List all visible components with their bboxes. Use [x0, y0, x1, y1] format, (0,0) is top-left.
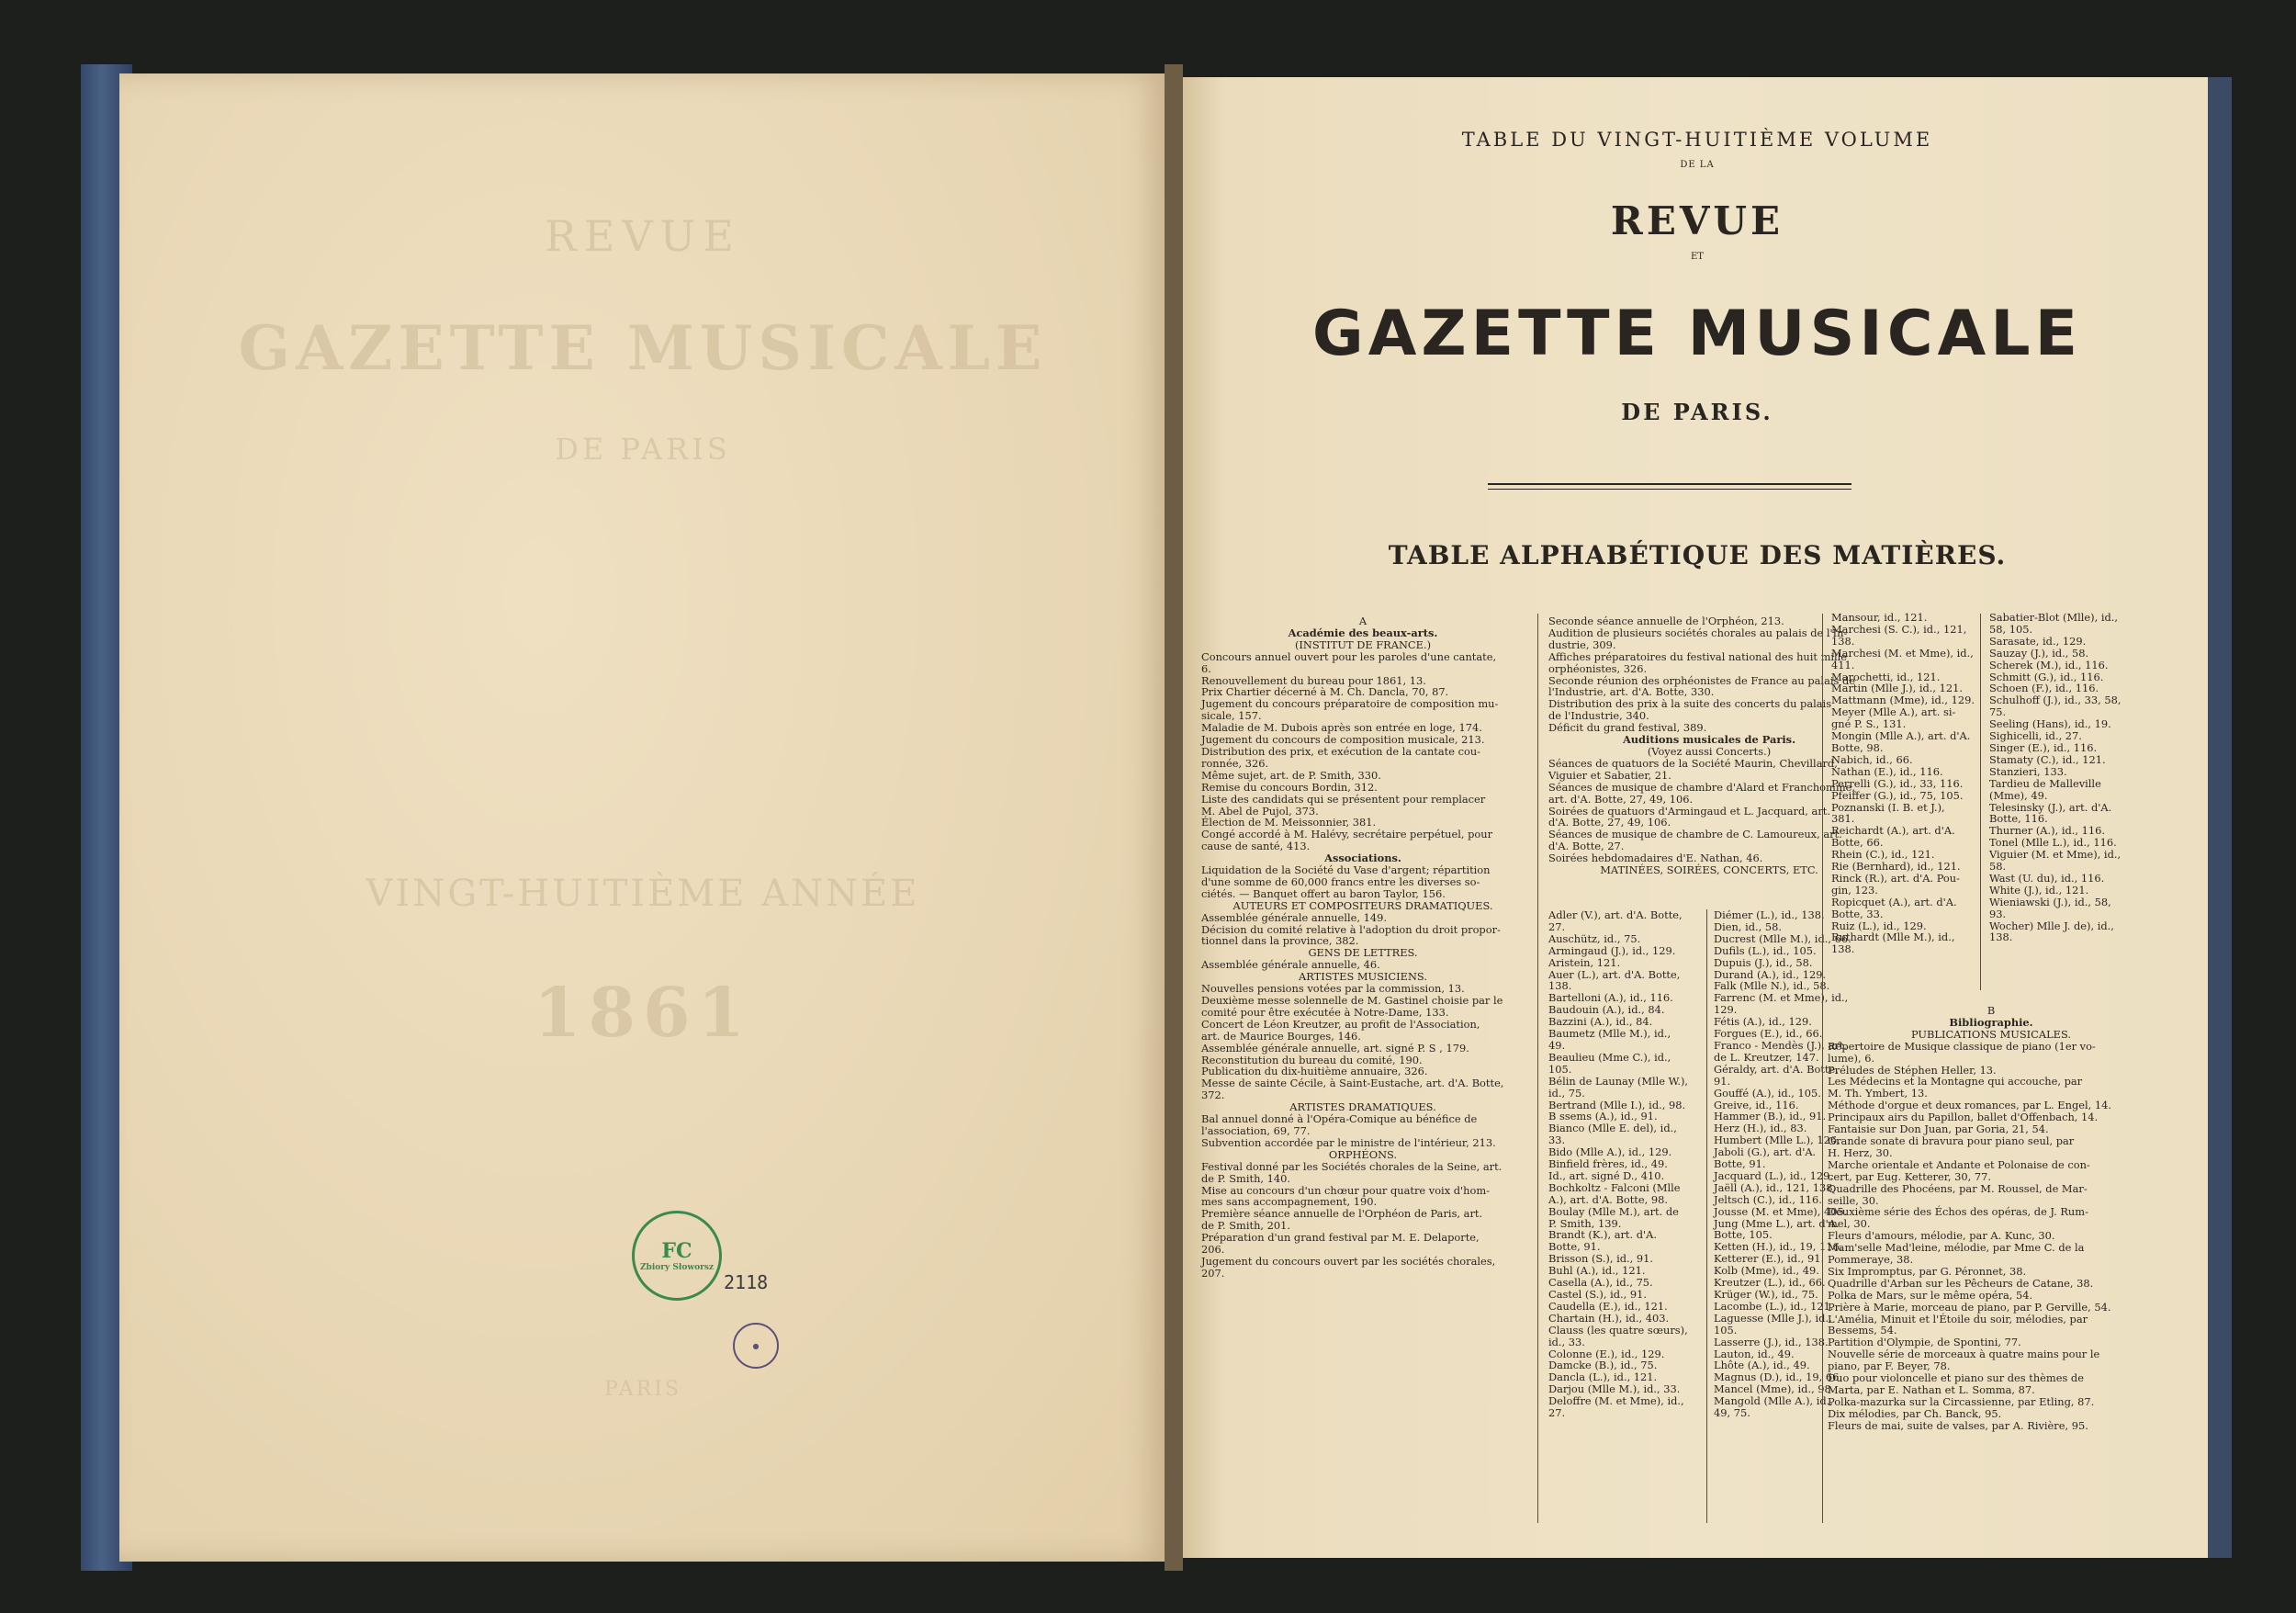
index-entry: Viguier (M. et Mme), id.,: [1989, 848, 2122, 862]
section-heading: Associations.: [1324, 852, 1401, 865]
index-entry: Seeling (Hans), id., 19.: [1989, 717, 2111, 731]
index-entry: Lasserre (J.), id., 138.: [1714, 1335, 1829, 1348]
title-line-2: DE LA: [1680, 160, 1715, 170]
index-entry: seille, 30.: [1828, 1193, 1879, 1207]
index-entry: 381.: [1831, 812, 1855, 826]
title-de-paris: DE PARIS.: [1621, 399, 1773, 425]
subsection-heading: ARTISTES MUSICIENS.: [1299, 970, 1427, 984]
right-page: [1183, 77, 2212, 1558]
index-entry: White (J.), id., 121.: [1989, 883, 2089, 897]
index-entry: Audition de plusieurs sociétés chorales au palais de l'In-: [1548, 626, 1848, 639]
index-entry: Botte, 105.: [1714, 1228, 1773, 1242]
index-entry: d'A. Botte, 27, 49, 106.: [1548, 816, 1671, 829]
index-entry: Baudouin (A.), id., 84.: [1548, 1003, 1665, 1017]
index-entry: Prière à Marie, morceau de piano, par P. Gerville, 54.: [1828, 1300, 2111, 1314]
index-entry: gin, 123.: [1831, 883, 1878, 897]
index-entry: Perrelli (G.), id., 33, 116.: [1831, 776, 1964, 790]
index-entry: Darjou (Mlle M.), id., 33.: [1548, 1382, 1681, 1396]
index-entry: Jugement du concours de composition musicale, 213.: [1201, 733, 1485, 747]
index-entry: ciétés. — Banquet offert au baron Taylor, 156.: [1201, 886, 1446, 900]
index-entry: Assemblée générale annuelle, 149.: [1201, 910, 1388, 924]
ghost-gazette: GAZETTE MUSICALE: [238, 312, 1048, 384]
index-entry: l'Industrie, art. d'A. Botte, 330.: [1548, 685, 1715, 699]
subsection-heading: (INSTITUT DE FRANCE.): [1294, 637, 1432, 651]
index-entry: Liquidation de la Société du Vase d'argent; répartition: [1201, 863, 1491, 877]
index-column-1: [1201, 615, 1525, 1280]
index-entry: Lhôte (A.), id., 49.: [1714, 1359, 1810, 1372]
index-entry: Congé accordé à M. Halévy, secrétaire perpétuel, pour: [1201, 828, 1493, 841]
index-entry: 206.: [1201, 1243, 1225, 1257]
index-entry: Quadrille des Phocéens, par M. Roussel, de Mar-: [1828, 1181, 2088, 1195]
index-entry: Subvention accordée par le ministre de l'intérieur, 213.: [1201, 1135, 1496, 1149]
index-entry: Herz (H.), id., 83.: [1714, 1122, 1807, 1135]
index-entry: 27.: [1548, 919, 1566, 933]
index-entry: Adler (V.), art. d'A. Botte,: [1548, 908, 1683, 921]
index-entry: Mongin (Mlle A.), art. d'A.: [1831, 729, 1971, 743]
index-entry: Viguier et Sabatier, 21.: [1548, 768, 1671, 782]
index-entry: ronnée, 326.: [1201, 756, 1269, 770]
index-entry: Marochetti, id., 121.: [1831, 670, 1941, 683]
index-entry: Damcke (B.), id., 75.: [1548, 1359, 1658, 1372]
index-entry: Binfield frères, id., 49.: [1548, 1157, 1668, 1171]
index-entry: Marta, par E. Nathan et L. Somma, 87.: [1828, 1383, 2035, 1396]
index-entry: Mangold (Mlle A.), id.,: [1714, 1394, 1833, 1408]
index-entry: Diémer (L.), id., 138.: [1714, 908, 1825, 921]
index-entry: 207.: [1201, 1266, 1225, 1280]
index-entry: Ruiz (L.), id., 129.: [1831, 919, 1927, 932]
column-rule-3: [1822, 614, 1823, 1523]
index-entry: Quadrille d'Arban sur les Pêcheurs de Catane, 38.: [1828, 1276, 2094, 1290]
index-entry: A.), art. d'A. Botte, 98.: [1548, 1192, 1668, 1206]
index-entry: Hammer (B.), id., 91.: [1714, 1110, 1827, 1123]
index-entry: Mansour, id., 121.: [1831, 611, 1928, 624]
index-entry: M. Th. Ymbert, 13.: [1828, 1087, 1928, 1100]
index-entry: Marchesi (S. C.), id., 121,: [1831, 622, 1967, 636]
index-entry: P. Smith, 139.: [1548, 1216, 1622, 1230]
index-entry: Chartain (H.), id., 403.: [1548, 1311, 1670, 1325]
index-entry: Id., art. signé D., 410.: [1548, 1168, 1665, 1182]
index-entry: Bazzini (A.), id., 84.: [1548, 1015, 1653, 1029]
index-entry: Botte, 33.: [1831, 907, 1884, 920]
index-entry: Nathan (E.), id., 116.: [1831, 764, 1943, 778]
handwritten-number: 2118: [724, 1271, 769, 1293]
index-entry: 58.: [1989, 860, 2007, 874]
index-entry: Bianco (Mlle E. del), id.,: [1548, 1122, 1677, 1135]
index-entry: Beaulieu (Mme C.), id.,: [1548, 1050, 1671, 1064]
index-entry: Renouvellement du bureau pour 1861, 13.: [1201, 673, 1426, 687]
index-entry: Fleurs de mai, suite de valses, par A. Rivière, 95.: [1828, 1418, 2088, 1432]
index-entry: Botte, 66.: [1831, 836, 1884, 850]
index-entry: Assemblée générale annuelle, art. signé P. S , 179.: [1201, 1041, 1469, 1055]
ghost-paris2: PARIS: [604, 1378, 681, 1401]
index-entry: 138.: [1989, 931, 2013, 944]
index-entry: 105.: [1548, 1062, 1572, 1076]
index-entry: de l'Industrie, 340.: [1548, 709, 1649, 723]
title-line-1: TABLE DU VINGT-HUITIÈME VOLUME: [1461, 129, 1933, 151]
index-entry: Falk (Mlle N.), id., 58.: [1714, 979, 1830, 993]
stamp-initials: FC: [661, 1239, 692, 1263]
title-rule-bottom: [1488, 489, 1851, 490]
index-entry: M. Abel de Pujol, 373.: [1201, 804, 1319, 818]
index-entry: Pommeraye, 38.: [1828, 1253, 1914, 1267]
index-entry: Stanzieri, 133.: [1989, 764, 2067, 778]
index-entry: 138.: [1831, 942, 1855, 956]
index-entry: Ketten (H.), id., 19, 116.: [1714, 1240, 1843, 1254]
index-entry: Jousse (M. et Mme), 405.: [1714, 1204, 1848, 1218]
index-entry: Fleurs d'amours, mélodie, par A. Kunc, 30.: [1828, 1229, 2055, 1243]
section-heading: Académie des beaux-arts.: [1288, 626, 1438, 639]
index-entry: Wast (U. du), id., 116.: [1989, 871, 2105, 885]
index-entry: Magnus (D.), id., 19, 66.: [1714, 1370, 1843, 1384]
index-entry: Brisson (S.), id., 91.: [1548, 1252, 1654, 1266]
book-gutter: [1165, 64, 1183, 1571]
index-column-7: [1828, 1005, 2155, 1432]
title-et: ET: [1691, 252, 1704, 262]
index-entry: Les Médecins et la Montagne qui accouche, par: [1828, 1075, 2083, 1088]
index-entry: Wieniawski (J.), id., 58,: [1989, 895, 2111, 908]
index-entry: Aristein, 121.: [1548, 955, 1621, 969]
index-entry: Poznanski (I. B. et J.),: [1831, 800, 1945, 814]
index-entry: L'Amélia, Minuit et l'Étoile du soir, mélodies, par: [1828, 1312, 2088, 1325]
index-entry: Schulhoff (J.), id., 33, 58,: [1989, 694, 2122, 707]
subsection-heading: ARTISTES DRAMATIQUES.: [1289, 1100, 1436, 1114]
index-entry: Pfeiffer (G.), id., 75, 105.: [1831, 788, 1964, 802]
index-entry: Sabatier-Blot (Mlle), id.,: [1989, 611, 2118, 624]
index-entry: Remise du concours Bordin, 312.: [1201, 780, 1378, 794]
index-entry: Botte, 98.: [1831, 740, 1884, 754]
book-cover-right: [2208, 77, 2232, 1558]
index-entry: de P. Smith, 140.: [1201, 1171, 1291, 1185]
index-entry: Nouvelle série de morceaux à quatre mains pour le: [1828, 1348, 2100, 1361]
index-entry: Dupuis (J.), id., 58.: [1714, 955, 1813, 969]
index-entry: Nabich, id., 66.: [1831, 752, 1913, 766]
index-entry: Marchesi (M. et Mme), id.,: [1831, 646, 1974, 660]
index-entry: 91.: [1714, 1074, 1731, 1088]
index-entry: Sarasate, id., 129.: [1989, 634, 2087, 648]
index-entry: 75.: [1989, 705, 2007, 719]
library-stamp-small: [733, 1323, 779, 1369]
index-entry: Bartelloni (A.), id., 116.: [1548, 991, 1673, 1005]
index-entry: Auer (L.), art. d'A. Botte,: [1548, 967, 1681, 981]
index-entry: l'association, 69, 77.: [1201, 1123, 1311, 1137]
index-entry: Tonel (Mlle L.), id., 116.: [1989, 836, 2117, 850]
column-rule-1: [1537, 614, 1538, 1523]
index-entry: Laguesse (Mlle J.), id.,: [1714, 1311, 1832, 1325]
stamp-dot-icon: ●: [752, 1341, 760, 1350]
ghost-revue: REVUE: [545, 211, 741, 261]
index-entry: lume), 6.: [1828, 1051, 1875, 1065]
index-entry: Bido (Mlle A.), id., 129.: [1548, 1145, 1672, 1159]
index-entry: 6.: [1201, 661, 1211, 675]
index-entry: Concert de Léon Kreutzer, au profit de l'Association,: [1201, 1017, 1480, 1031]
index-entry: Séances de quatuors de la Société Maurin, Chevillard,: [1548, 756, 1838, 770]
index-entry: Répertoire de Musique classique de piano (1er vo-: [1828, 1039, 2096, 1053]
index-entry: Stamaty (C.), id., 121.: [1989, 752, 2106, 766]
index-entry: 105.: [1714, 1323, 1738, 1337]
index-entry: Préludes de Stéphen Heller, 13.: [1828, 1063, 1997, 1077]
index-entry: Reconstitution du bureau du comité, 190.: [1201, 1053, 1423, 1066]
title-rule-top: [1488, 483, 1851, 485]
index-entry: Jung (Mme L.), art. d'A.: [1714, 1216, 1840, 1230]
index-entry: Six Impromptus, par G. Péronnet, 38.: [1828, 1264, 2027, 1278]
index-entry: Même sujet, art. de P. Smith, 330.: [1201, 768, 1381, 782]
index-entry: Concours annuel ouvert pour les paroles d'une cantate,: [1201, 649, 1497, 663]
section-title: TABLE ALPHABÉTIQUE DES MATIÈRES.: [1388, 540, 2007, 570]
index-entry: Maladie de M. Dubois après son entrée en loge, 174.: [1201, 721, 1482, 735]
index-entry: Grande sonate di bravura pour piano seul, par: [1828, 1134, 2075, 1147]
section-heading: Bibliographie.: [1949, 1015, 2033, 1029]
index-entry: Botte, 116.: [1989, 812, 2048, 826]
index-entry: (Mme), 49.: [1989, 788, 2048, 802]
index-entry: Soirées hebdomadaires d'E. Nathan, 46.: [1548, 852, 1763, 865]
section-heading: Auditions musicales de Paris.: [1622, 733, 1796, 747]
index-entry: Messe de sainte Cécile, à Saint-Eustache, art. d'A. Botte,: [1201, 1077, 1504, 1090]
subsection-heading: PUBLICATIONS MUSICALES.: [1910, 1027, 2072, 1041]
index-entry: Ruthardt (Mlle M.), id.,: [1831, 931, 1955, 944]
index-entry: Dien, id., 58.: [1714, 919, 1783, 933]
index-entry: Mattmann (Mme), id., 129.: [1831, 694, 1975, 707]
subsection-heading: GENS DE LETTRES.: [1308, 946, 1418, 960]
index-entry: Jugement du concours préparatoire de composition mu-: [1201, 697, 1499, 711]
index-entry: Tardieu de Malleville: [1989, 776, 2101, 790]
subsection-heading: ORPHÉONS.: [1328, 1147, 1398, 1161]
index-entry: Forgues (E.), id., 66.: [1714, 1027, 1823, 1041]
index-column-3: [1548, 909, 1703, 1419]
index-entry: Franco - Mendès (J.), art.: [1714, 1038, 1847, 1052]
index-entry: id., 75.: [1548, 1086, 1585, 1100]
index-entry: Scherek (M.), id., 116.: [1989, 658, 2109, 671]
index-entry: Bélin de Launay (Mlle W.),: [1548, 1074, 1689, 1088]
title-gazette-musicale: GAZETTE MUSICALE: [1311, 298, 2083, 370]
index-entry: Sauzay (J.), id., 58.: [1989, 646, 2089, 660]
index-entry: cause de santé, 413.: [1201, 840, 1311, 853]
index-entry: Farrenc (M. et Mme), id.,: [1714, 991, 1849, 1005]
index-entry: Prix Chartier décerné à M. Ch. Dancla, 70, 87.: [1201, 685, 1449, 699]
index-entry: Lauton, id., 49.: [1714, 1347, 1795, 1360]
index-entry: dustrie, 309.: [1548, 637, 1616, 651]
index-entry: piano, par F. Beyer, 78.: [1828, 1359, 1951, 1373]
index-entry: Krüger (W.), id., 75.: [1714, 1288, 1818, 1301]
index-entry: d'A. Botte, 27.: [1548, 840, 1625, 853]
index-entry: Reichardt (A.), art. d'A.: [1831, 824, 1955, 838]
index-entry: gné P. S., 131.: [1831, 717, 1907, 731]
index-entry: Séances de musique de chambre de C. Lamoureux, art.: [1548, 828, 1842, 841]
index-entry: Marche orientale et Andante et Polonaise de con-: [1828, 1157, 2090, 1171]
index-entry: Décision du comité relative à l'adoption du droit propor-: [1201, 922, 1501, 936]
ghost-annee: VINGT-HUITIÈME ANNÉE: [366, 873, 920, 915]
index-entry: 138.: [1831, 634, 1855, 648]
index-entry: Soirées de quatuors d'Armingaud et L. Jacquard, art.: [1548, 804, 1830, 818]
index-column-6: [1989, 612, 2151, 943]
index-entry: Gouffé (A.), id., 105.: [1714, 1086, 1821, 1100]
index-entry: mes sans accompagnement, 190.: [1201, 1195, 1378, 1209]
index-entry: Distribution des prix à la suite des concerts du palais: [1548, 697, 1832, 711]
index-entry: Rie (Bernhard), id., 121.: [1831, 860, 1961, 874]
index-entry: 129.: [1714, 1003, 1738, 1017]
index-entry: 138.: [1548, 979, 1572, 993]
index-entry: Principaux airs du Papillon, ballet d'Offenbach, 14.: [1828, 1111, 2099, 1124]
index-entry: Durand (A.), id., 129.: [1714, 967, 1827, 981]
index-entry: Préparation d'un grand festival par M. E. Delaporte,: [1201, 1231, 1480, 1245]
index-entry: Brandt (K.), art. d'A.: [1548, 1228, 1658, 1242]
index-entry: Botte, 91.: [1714, 1157, 1766, 1171]
index-entry: Bertrand (Mlle I.), id., 98.: [1548, 1098, 1686, 1111]
index-entry: Deuxième série des Échos des opéras, de J. Rum-: [1828, 1205, 2088, 1219]
index-entry: Martin (Mlle J.), id., 121.: [1831, 682, 1963, 695]
index-entry: Humbert (Mlle L.), 126.: [1714, 1134, 1840, 1147]
index-entry: Auschütz, id., 75.: [1548, 931, 1641, 945]
index-entry: Rinck (R.), art. d'A. Pou-: [1831, 871, 1960, 885]
index-entry: Ropicquet (A.), art. d'A.: [1831, 895, 1957, 908]
index-entry: Déficit du grand festival, 389.: [1548, 721, 1707, 735]
subsection-heading: A: [1358, 615, 1367, 627]
index-entry: 372.: [1201, 1088, 1225, 1102]
index-entry: Boulay (Mlle M.), art. de: [1548, 1204, 1679, 1218]
index-entry: Seconde réunion des orphéonistes de France au palais de: [1548, 673, 1855, 687]
index-entry: Bal annuel donné à l'Opéra-Comique au bénéfice de: [1201, 1112, 1478, 1126]
index-entry: Fantaisie sur Don Juan, par Goria, 21, 54.: [1828, 1122, 2049, 1136]
index-entry: Géraldy, art. d'A. Botte,: [1714, 1062, 1839, 1076]
index-entry: Ducrest (Mlle M.), id., 66.: [1714, 931, 1851, 945]
index-entry: Affiches préparatoires du festival national des huit mille: [1548, 649, 1848, 663]
index-entry: H. Herz, 30.: [1828, 1145, 1893, 1159]
index-entry: Castel (S.), id., 91.: [1548, 1288, 1647, 1301]
index-entry: d'une somme de 60,000 francs entre les diverses so-: [1201, 874, 1480, 888]
index-entry: Jugement du concours ouvert par les sociétés chorales,: [1201, 1254, 1496, 1268]
index-entry: sicale, 157.: [1201, 709, 1262, 723]
index-entry: 93.: [1989, 907, 2007, 920]
index-entry: Duo pour violoncelle et piano sur des thèmes de: [1828, 1371, 2084, 1385]
index-entry: 58, 105.: [1989, 622, 2033, 636]
index-entry: tionnel dans la province, 382.: [1201, 934, 1359, 948]
index-entry: Kolb (Mme), id., 49.: [1714, 1264, 1819, 1278]
index-entry: Jacquard (L.), id., 129.: [1714, 1168, 1833, 1182]
index-entry: orphéonistes, 326.: [1548, 661, 1648, 675]
index-entry: 27.: [1548, 1406, 1566, 1420]
column-rule-2: [1706, 909, 1707, 1523]
index-column-5: [1831, 612, 1989, 955]
subsection-heading: MATINÉES, SOIRÉES, CONCERTS, ETC.: [1600, 863, 1818, 877]
index-entry: Lacombe (L.), id., 121.: [1714, 1299, 1834, 1313]
index-entry: Seconde séance annuelle de l'Orphéon, 213.: [1548, 615, 1784, 627]
index-entry: Nouvelles pensions votées par la commission, 13.: [1201, 982, 1465, 996]
index-entry: 49, 75.: [1714, 1406, 1750, 1420]
index-entry: Buhl (A.), id., 121.: [1548, 1264, 1646, 1278]
index-entry: Meyer (Mlle A.), art. si-: [1831, 705, 1956, 719]
index-entry: Polka-mazurka sur la Circassienne, par Etling, 87.: [1828, 1394, 2095, 1408]
library-stamp: [632, 1211, 722, 1301]
index-entry: mel, 30.: [1828, 1217, 1871, 1231]
index-entry: Colonne (E.), id., 129.: [1548, 1347, 1665, 1360]
index-entry: Ketterer (E.), id., 91.: [1714, 1252, 1825, 1266]
index-entry: Liste des candidats qui se présentent pour remplacer: [1201, 792, 1486, 806]
index-entry: Fétis (A.), id., 129.: [1714, 1015, 1812, 1029]
index-entry: Séances de musique de chambre d'Alard et Franchomme,: [1548, 780, 1855, 794]
index-entry: Dancla (L.), id., 121.: [1548, 1370, 1658, 1384]
index-entry: Polka de Mars, sur le même opéra, 54.: [1828, 1288, 2033, 1302]
column-rule-4: [1980, 614, 1981, 990]
stamp-text: Zbiory Słoworsz: [639, 1263, 715, 1272]
index-entry: Deuxième messe solennelle de M. Gastinel choisie par le: [1201, 994, 1503, 1007]
index-entry: Dix mélodies, par Ch. Banck, 95.: [1828, 1406, 2002, 1420]
index-entry: Mise au concours d'un chœur pour quatre voix d'hom-: [1201, 1183, 1491, 1197]
index-entry: Wocher) Mlle J. de), id.,: [1989, 919, 2114, 932]
index-entry: comité pour être exécutée à Notre-Dame, 133.: [1201, 1005, 1449, 1019]
index-entry: Jaboli (G.), art. d'A.: [1714, 1145, 1817, 1159]
index-entry: Caudella (E.), id., 121.: [1548, 1299, 1668, 1313]
left-page: [119, 73, 1166, 1562]
index-entry: Rhein (C.), id., 121.: [1831, 848, 1935, 862]
index-entry: Schmitt (G.), id., 116.: [1989, 670, 2104, 683]
index-entry: Casella (A.), id., 75.: [1548, 1276, 1653, 1290]
index-entry: Assemblée générale annuelle, 46.: [1201, 958, 1380, 972]
index-entry: Festival donné par les Sociétés chorales de la Seine, art.: [1201, 1159, 1503, 1173]
subsection-heading: (Voyez aussi Concerts.): [1647, 744, 1772, 758]
index-entry: B ssems (A.), id., 91.: [1548, 1110, 1658, 1123]
index-entry: 411.: [1831, 658, 1855, 671]
index-entry: art. de Maurice Bourges, 146.: [1201, 1029, 1361, 1043]
index-entry: Mancel (Mme), id., 98.: [1714, 1382, 1835, 1396]
index-entry: de L. Kreutzer, 147.: [1714, 1050, 1819, 1064]
index-entry: Clauss (les quatre sœurs),: [1548, 1323, 1688, 1337]
index-entry: Kreutzer (L.), id., 66.: [1714, 1276, 1826, 1290]
index-entry: Publication du dix-huitième annuaire, 326.: [1201, 1065, 1428, 1078]
index-entry: Greive, id., 116.: [1714, 1098, 1799, 1111]
index-entry: Mam'selle Mad'leine, mélodie, par Mme C. de la: [1828, 1241, 2085, 1255]
index-entry: art. d'A. Botte, 27, 49, 106.: [1548, 792, 1694, 806]
index-entry: Élection de M. Meissonnier, 381.: [1201, 816, 1377, 829]
index-entry: 33.: [1548, 1134, 1566, 1147]
index-entry: cert, par Eug. Ketterer, 30, 77.: [1828, 1169, 1992, 1183]
title-revue: REVUE: [1610, 198, 1784, 243]
index-entry: Deloffre (M. et Mme), id.,: [1548, 1394, 1684, 1408]
ghost-year: 1861: [534, 974, 752, 1053]
index-entry: Première séance annuelle de l'Orphéon de Paris, art.: [1201, 1207, 1483, 1221]
index-entry: Telesinsky (J.), art. d'A.: [1989, 800, 2112, 814]
index-entry: Singer (E.), id., 116.: [1989, 740, 2098, 754]
index-entry: Méthode d'orgue et deux romances, par L. Engel, 14.: [1828, 1099, 2111, 1112]
index-entry: Schoen (F.), id., 116.: [1989, 682, 2099, 695]
index-entry: Jaëll (A.), id., 121, 138.: [1714, 1180, 1837, 1194]
index-entry: Jeltsch (C.), id., 116.: [1714, 1192, 1822, 1206]
index-entry: Partition d'Olympie, de Spontini, 77.: [1828, 1336, 2021, 1349]
subsection-heading: AUTEURS ET COMPOSITEURS DRAMATIQUES.: [1232, 898, 1493, 912]
index-entry: de P. Smith, 201.: [1201, 1219, 1291, 1233]
index-entry: Armingaud (J.), id., 129.: [1548, 943, 1676, 957]
index-entry: Thurner (A.), id., 116.: [1989, 824, 2105, 838]
index-entry: Sighicelli, id., 27.: [1989, 729, 2082, 743]
index-entry: 49.: [1548, 1038, 1566, 1052]
index-entry: id., 33.: [1548, 1335, 1585, 1348]
index-entry: Baumetz (Mlle M.), id.,: [1548, 1027, 1671, 1041]
index-entry: Distribution des prix, et exécution de la cantate cou-: [1201, 744, 1481, 758]
index-entry: Bochkoltz - Falconi (Mlle: [1548, 1180, 1681, 1194]
index-entry: Dufils (L.), id., 105.: [1714, 943, 1817, 957]
subsection-heading: B: [1986, 1004, 1996, 1017]
index-entry: Botte, 91.: [1548, 1240, 1601, 1254]
index-entry: Bessems, 54.: [1828, 1324, 1897, 1337]
ghost-paris: DE PARIS: [555, 432, 731, 467]
